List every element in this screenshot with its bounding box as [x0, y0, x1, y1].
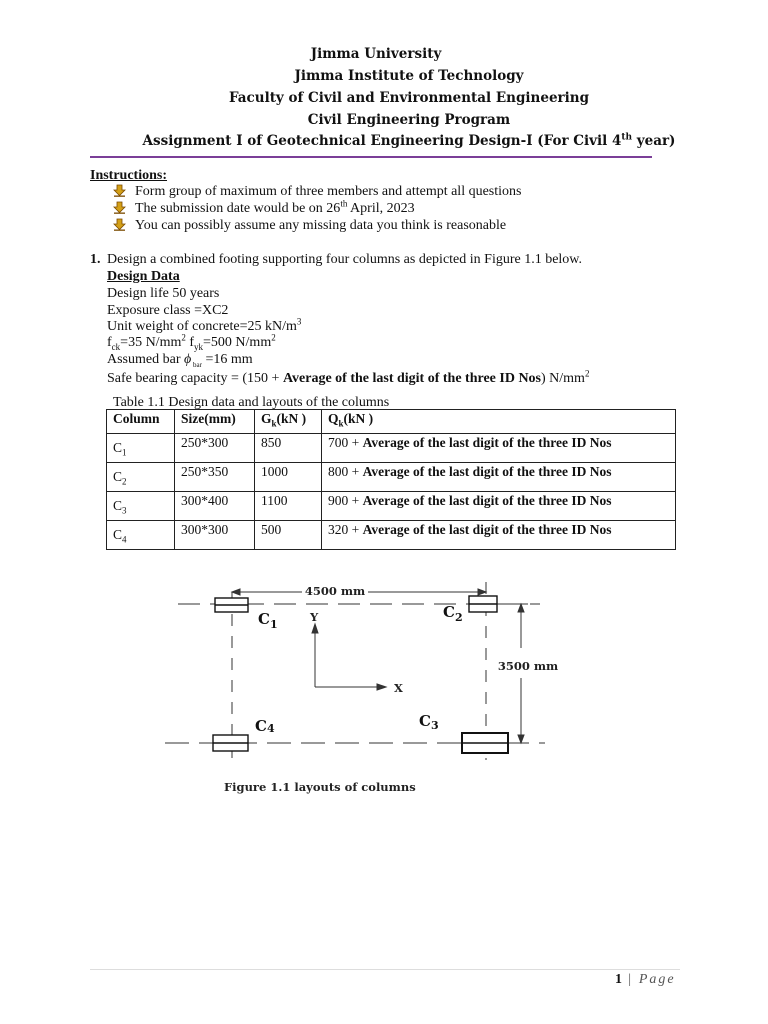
qk-sub: k	[338, 418, 344, 429]
header-faculty: Faculty of Civil and Environmental Engineering	[228, 90, 590, 106]
x-axis-arrow-icon	[377, 684, 386, 690]
qk-symbol: Q	[328, 411, 339, 426]
dimension-label-horizontal: 4500 mm	[304, 584, 366, 598]
column-sub: 2	[122, 476, 127, 487]
sbc-bold: Average of the last digit of the three ID Nos	[282, 371, 541, 386]
gk-sub: k	[271, 418, 277, 429]
y-axis-arrow-icon	[312, 624, 318, 633]
assignment-title-sup: th	[621, 132, 633, 143]
column-sub: 3	[122, 505, 127, 516]
cell-qk	[322, 463, 676, 492]
instruction-item-3: You can possibly assume any missing data you think is reasonable	[135, 218, 507, 233]
instruction-item-2-sup: th	[340, 198, 348, 209]
fck-sup: 2	[181, 332, 186, 343]
figure-caption: Figure 1.1 layouts of columns	[224, 780, 416, 794]
instruction-item-2-end: April, 2023	[347, 201, 415, 216]
cell-gk: 1000	[255, 463, 322, 492]
instruction-item-2-text: The submission date would be on 26	[135, 201, 341, 216]
table-row	[107, 434, 676, 463]
label-c1	[258, 610, 278, 631]
label-axis-y: Y	[310, 610, 319, 624]
page-label: | Page	[622, 972, 676, 987]
dimension-arrow-icon	[232, 589, 240, 595]
label-axis-x: X	[394, 681, 403, 695]
fyk-sup: 2	[271, 332, 276, 343]
label-c4-sub: 4	[266, 722, 275, 735]
label-c3	[419, 712, 439, 732]
column-letter: C	[113, 469, 123, 484]
header-divider	[90, 156, 652, 158]
cell-column	[107, 492, 175, 521]
question-number: 1.	[90, 252, 101, 267]
cell-size: 300*300	[175, 521, 255, 550]
qk-base: 800 +	[328, 464, 363, 479]
table-row	[107, 492, 676, 521]
dimension-arrow-icon	[518, 604, 524, 612]
table-header-row	[107, 410, 676, 434]
instruction-item-1: Form group of maximum of three members and attempt all questions	[135, 184, 522, 199]
cell-gk: 500	[255, 521, 322, 550]
gk-unit: (kN )	[276, 411, 307, 426]
sbc-sup: 2	[584, 368, 590, 379]
label-c2-sub: 2	[454, 611, 463, 624]
fck-sub: ck	[111, 341, 121, 352]
column-layout-figure	[0, 560, 768, 810]
dimension-arrow-icon	[478, 589, 486, 595]
label-c4	[255, 717, 275, 735]
label-c2	[443, 603, 463, 624]
qk-unit: (kN )	[343, 411, 374, 426]
sbc-end: ) N/mm	[541, 371, 585, 386]
bullet-arrow-icon	[113, 184, 126, 197]
exposure-class: Exposure class =XC2	[107, 303, 229, 318]
phi-symbol: ϕ	[184, 352, 192, 367]
sbc-text: Safe bearing capacity = (150 +	[107, 371, 283, 386]
label-c1-letter: C	[258, 610, 270, 628]
safe-bearing-capacity	[107, 370, 589, 387]
bullet-arrow-icon	[113, 201, 126, 214]
label-c4-letter: C	[255, 717, 267, 735]
fyk-sub: yk	[194, 341, 204, 352]
design-data-table	[106, 409, 676, 550]
unit-weight-sup: 3	[296, 316, 302, 327]
assumed-bar	[107, 351, 253, 368]
column-letter: C	[113, 440, 123, 455]
bar-sub: bar	[191, 360, 202, 369]
header-qk	[322, 410, 676, 434]
instructions-heading: Instructions:	[90, 168, 168, 183]
label-c2-letter: C	[443, 603, 455, 621]
fyk-symbol: f	[185, 335, 195, 350]
cell-size: 250*350	[175, 463, 255, 492]
bullet-arrow-icon	[113, 218, 126, 231]
table-caption: Table 1.1 Design data and layouts of the columns	[113, 395, 390, 410]
fck-symbol: f	[107, 335, 112, 350]
footer-divider	[90, 969, 680, 970]
qk-base: 700 +	[328, 435, 363, 450]
cell-column	[107, 463, 175, 492]
page-number	[615, 972, 676, 988]
gk-symbol: G	[261, 411, 272, 426]
design-data-heading: Design Data	[107, 269, 180, 284]
header-university: Jimma University	[310, 46, 442, 62]
cell-column	[107, 521, 175, 550]
cell-gk: 850	[255, 434, 322, 463]
qk-bold: Average of the last digit of the three ID Nos	[362, 464, 612, 479]
instruction-item-2	[135, 200, 415, 217]
assignment-title-end: year)	[632, 133, 676, 149]
bar-label: Assumed bar	[107, 352, 184, 367]
design-life: Design life 50 years	[107, 286, 220, 301]
cell-size: 250*300	[175, 434, 255, 463]
question-text: Design a combined footing supporting four columns as depicted in Figure 1.1 below.	[107, 252, 583, 267]
table-row	[107, 463, 676, 492]
dimension-label-vertical: 3500 mm	[497, 659, 559, 673]
cell-column	[107, 434, 175, 463]
label-c1-sub: 1	[269, 618, 278, 631]
qk-base: 320 +	[328, 522, 363, 537]
qk-bold: Average of the last digit of the three ID Nos	[362, 522, 612, 537]
column-letter: C	[113, 527, 123, 542]
cell-qk	[322, 492, 676, 521]
unit-weight-text: Unit weight of concrete=25 kN/m	[107, 319, 297, 334]
bar-value: =16 mm	[201, 352, 253, 367]
qk-base: 900 +	[328, 493, 363, 508]
fyk-value: =500 N/mm	[203, 335, 272, 350]
assignment-title-text: Assignment I of Geotechnical Engineering Design-I (For Civil 4	[142, 133, 622, 149]
label-c3-sub: 3	[430, 719, 439, 732]
table-row	[107, 521, 676, 550]
header-assignment-title	[25, 130, 768, 152]
header-institute: Jimma Institute of Technology	[294, 68, 524, 84]
column-sub: 4	[122, 534, 127, 545]
header-column: Column	[107, 410, 175, 434]
cell-gk: 1100	[255, 492, 322, 521]
label-c3-letter: C	[419, 712, 431, 730]
fck-value: =35 N/mm	[120, 335, 182, 350]
qk-bold: Average of the last digit of the three ID Nos	[362, 435, 612, 450]
header-size: Size(mm)	[175, 410, 255, 434]
cell-qk	[322, 434, 676, 463]
column-letter: C	[113, 498, 123, 513]
column-sub: 1	[122, 447, 127, 458]
header-gk	[255, 410, 322, 434]
header-program: Civil Engineering Program	[307, 112, 511, 128]
cell-qk	[322, 521, 676, 550]
material-strengths	[107, 334, 276, 351]
page-number-value: 1	[615, 972, 622, 987]
dimension-arrow-icon	[518, 735, 524, 743]
cell-size: 300*400	[175, 492, 255, 521]
qk-bold: Average of the last digit of the three ID Nos	[362, 493, 612, 508]
